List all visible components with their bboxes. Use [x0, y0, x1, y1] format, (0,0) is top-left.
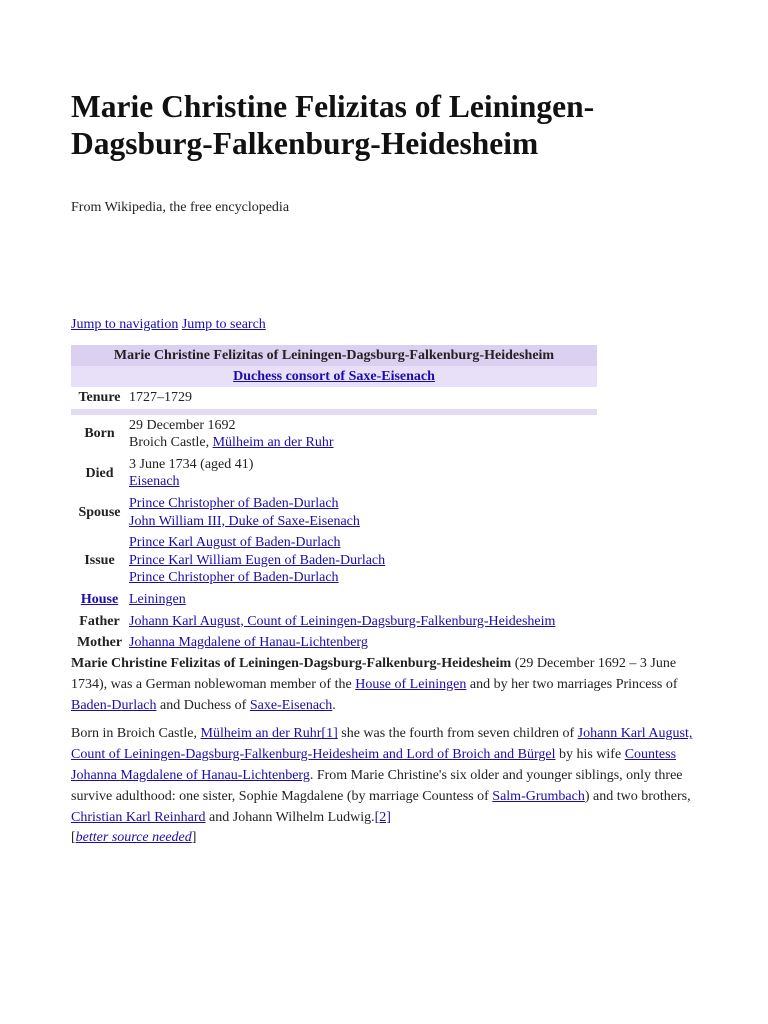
article-body: [71, 654, 699, 857]
mother-label: Mother: [76, 635, 123, 651]
site-tagline: From Wikipedia, the free encyclopedia: [71, 200, 290, 215]
paragraph-text: by his wife: [555, 747, 625, 763]
mulheim-link[interactable]: Mülheim an der Ruhr: [200, 726, 322, 742]
paragraph-text: Born in Broich Castle,: [71, 726, 201, 742]
baden-durlach-link[interactable]: Baden-Durlach: [71, 697, 157, 713]
infobox-row-spouse: [71, 493, 597, 532]
paragraph-text: .: [332, 697, 336, 713]
died-date: 3 June 1734 (aged 41): [129, 456, 254, 472]
duchess-consort-link[interactable]: Duchess consort of Saxe-Eisenach: [233, 368, 435, 384]
paragraph-text: and Johann Wilhelm Ludwig.: [205, 809, 375, 825]
infobox-header: Marie Christine Felizitas of Leiningen-Dagsburg-Falkenburg-Heidesheim: [71, 345, 597, 366]
spouse-link[interactable]: John William III, Duke of Saxe-Eisenach: [129, 513, 360, 529]
infobox-row-house: [71, 589, 597, 611]
citation-needed-bracket: [: [71, 830, 76, 846]
tenure-label: Tenure: [78, 390, 121, 405]
mother-link[interactable]: Johanna Magdalene of Hanau-Lichtenberg: [129, 635, 368, 651]
paragraph-text: ) and two brothers,: [584, 788, 691, 804]
died-value: [129, 454, 597, 493]
died-label: Died: [85, 465, 114, 481]
spouse-value: [129, 493, 597, 532]
house-link[interactable]: Leiningen: [129, 591, 186, 607]
paragraph-intro: [71, 654, 699, 716]
infobox-row-mother: [71, 632, 597, 654]
saxe-eisenach-link[interactable]: Saxe-Eisenach: [249, 697, 333, 713]
jump-to-navigation-link[interactable]: Jump to navigation: [71, 317, 179, 332]
tenure-value: 1727–1729: [129, 390, 192, 405]
house-of-leiningen-link[interactable]: House of Leiningen: [355, 676, 467, 692]
jump-to-search-link[interactable]: Jump to search: [181, 317, 266, 332]
father-value: [129, 611, 597, 633]
paragraph-text: she was the fourth from seven children of: [337, 726, 578, 742]
infobox-row-father: [71, 611, 597, 633]
infobox-row-born: [71, 415, 597, 454]
born-place-link[interactable]: Mülheim an der Ruhr: [212, 435, 334, 451]
died-place-link[interactable]: Eisenach: [129, 474, 180, 490]
reference-1-link[interactable]: [1]: [321, 726, 338, 742]
salm-grumbach-link[interactable]: Salm-Grumbach: [492, 788, 585, 804]
house-label-link[interactable]: House: [80, 591, 119, 607]
christian-karl-reinhard-link[interactable]: Christian Karl Reinhard: [71, 809, 206, 825]
issue-value: [129, 532, 597, 589]
paragraph-text: . From Marie Christine's six older and younger siblings, only three survive adulthood: one sister, Sophie Magdalene (by marriage Countess of: [71, 767, 683, 804]
issue-label: Issue: [84, 552, 115, 568]
infobox-subheader: [71, 366, 597, 387]
infobox-row-died: [71, 454, 597, 493]
father-link[interactable]: Johann Karl August, Count of Leiningen-Dagsburg-Falkenburg-Heidesheim: [129, 613, 556, 629]
spouse-label: Spouse: [78, 504, 121, 520]
born-place-prefix: Broich Castle,: [129, 435, 213, 451]
born-label: Born: [84, 426, 115, 442]
issue-link[interactable]: Prince Christopher of Baden-Durlach: [129, 570, 339, 586]
subject-name: Marie Christine Felizitas of Leiningen-Dagsburg-Falkenburg-Heidesheim: [71, 656, 512, 671]
infobox-row-issue: [71, 532, 597, 589]
better-source-needed-link[interactable]: better source needed: [75, 830, 192, 846]
paragraph-early-life: [71, 724, 699, 849]
house-value: [129, 589, 597, 611]
paragraph-text: (29 December 1692 – 3 June 1734), was a German noblewoman member of the: [71, 656, 677, 692]
infobox-row-tenure: [71, 387, 597, 409]
paragraph-text: and by her two marriages Princess of: [466, 676, 678, 692]
father-label: Father: [79, 613, 120, 629]
infobox: [71, 345, 597, 654]
born-date: 29 December 1692: [129, 417, 236, 433]
spouse-link[interactable]: Prince Christopher of Baden-Durlach: [129, 495, 339, 511]
issue-link[interactable]: Prince Karl William Eugen of Baden-Durlach: [129, 552, 386, 568]
born-value: [129, 415, 597, 454]
jump-links: [71, 316, 266, 333]
mother-article-link[interactable]: Countess Johanna Magdalene of Hanau-Lichtenberg: [71, 747, 677, 783]
paragraph-text: and Duchess of: [156, 697, 250, 713]
house-label: [71, 589, 129, 611]
father-article-link[interactable]: Johann Karl August, Count of Leiningen-Dagsburg-Falkenburg-Heidesheim and Lord of Broich and Bürgel: [71, 726, 693, 763]
page-title: Marie Christine Felizitas of Leiningen-Dagsburg-Falkenburg-Heidesheim: [71, 89, 595, 161]
citation-needed-bracket: ]: [191, 830, 197, 846]
reference-2-link[interactable]: [2]: [374, 809, 391, 825]
mother-value: [129, 632, 597, 654]
issue-link[interactable]: Prince Karl August of Baden-Durlach: [129, 535, 341, 551]
